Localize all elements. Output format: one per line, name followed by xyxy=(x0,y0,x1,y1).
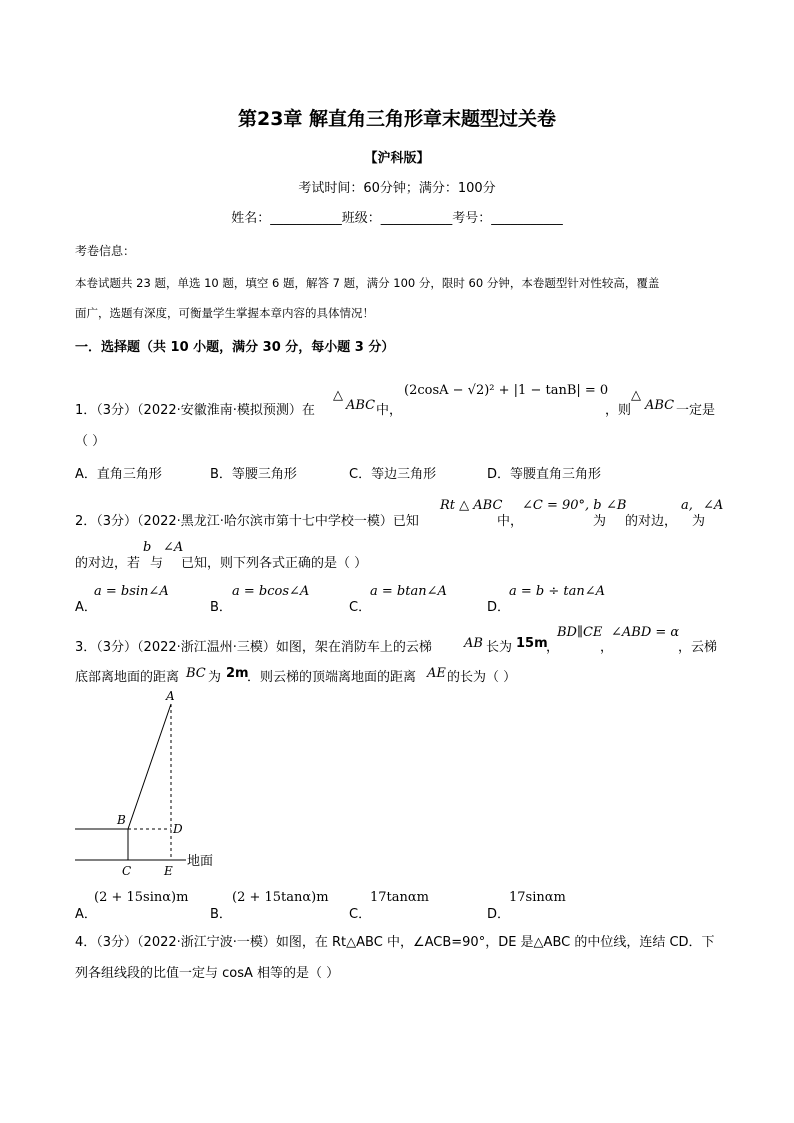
ladder-figure xyxy=(60,685,240,880)
q2-angle-a-2: ∠A xyxy=(163,540,184,555)
q2-line2a: 的对边，若 xyxy=(75,556,141,571)
q1-blank: （ ） xyxy=(75,434,106,449)
q3-line2: 底部离地面的距离 xyxy=(75,670,180,685)
q2-option-d-label: D． xyxy=(487,600,511,615)
label-c: C xyxy=(122,864,132,878)
label-ground: 地面 xyxy=(187,854,214,869)
label-d: D xyxy=(173,822,183,836)
q3-ae: AE xyxy=(427,666,446,681)
q1-formula: (2cosA − √2)² + |1 − tanB| = 0 xyxy=(404,383,609,398)
edition-label: 【沪科版】 xyxy=(364,151,430,166)
info-line-2: 面广，选题有深度，可衡量学生掌握本章内容的具体情况！ xyxy=(75,306,374,320)
q2-cond: ∠C = 90°, b xyxy=(522,498,602,513)
ladder-line xyxy=(128,704,171,829)
q2-option-c-formula: a = btan∠A xyxy=(370,584,447,599)
q3-wei: 为 xyxy=(208,670,222,685)
q3-prefix: 3．（3分）（2022·浙江温州·三模）如图，架在消防车上的云梯 xyxy=(75,640,432,655)
q2-angle-b: ∠B xyxy=(606,498,627,513)
q3-option-b-label: B． xyxy=(210,907,232,922)
q3-len: 长为 xyxy=(486,640,513,655)
q2-duibian: 的对边， xyxy=(625,514,678,529)
q1-suffix: 一定是 xyxy=(676,403,716,418)
q2-option-b-label: B． xyxy=(210,600,232,615)
q2-yu: 与 xyxy=(150,556,164,571)
q2-rt: Rt △ ABC xyxy=(440,498,503,513)
q3-comma: ， xyxy=(546,640,560,655)
q3-option-c-label: C． xyxy=(349,907,372,922)
q1-option-d: D．等腰直角三角形 xyxy=(487,467,602,482)
q1-zhong: 中， xyxy=(376,403,403,418)
q1-option-b: B．等腰三角形 xyxy=(210,467,297,482)
q3-bc: BC xyxy=(186,666,206,681)
q3-line2c: 的长为（ ） xyxy=(447,670,517,685)
q1-option-a: A．直角三角形 xyxy=(75,467,162,482)
q2-a: a, xyxy=(681,498,693,513)
q2-option-d-formula: a = b ÷ tan∠A xyxy=(509,584,606,599)
q2-prefix: 2．（3分）（2022·黑龙江·哈尔滨市第十七中学校一模）已知 xyxy=(75,514,419,529)
q2-wei: 为 xyxy=(593,514,607,529)
q3-option-a-label: A． xyxy=(75,907,97,922)
q2-option-a-formula: a = bsin∠A xyxy=(94,584,169,599)
q1-abc: ABC xyxy=(346,398,376,413)
q2-b: b xyxy=(143,540,152,555)
q1-prefix: 1．（3分）（2022·安徽淮南·模拟预测）在 xyxy=(75,403,315,418)
q3-option-d-formula: 17sinαm xyxy=(509,890,566,905)
q3-option-a-formula: (2 + 15sinα)m xyxy=(94,890,189,905)
q1-abc-2: ABC xyxy=(645,398,675,413)
q3-tail: ，云梯 xyxy=(678,640,718,655)
q3-cond-2: ∠ABD = α xyxy=(611,625,680,640)
q4-line-2: 列各组线段的比值一定与 cosA 相等的是（ ） xyxy=(75,966,340,981)
triangle-symbol: △ xyxy=(333,388,343,403)
triangle-symbol-2: △ xyxy=(631,388,641,403)
q2-option-a-label: A． xyxy=(75,600,97,615)
q2-option-b-formula: a = bcos∠A xyxy=(232,584,310,599)
info-heading: 考卷信息： xyxy=(75,244,136,258)
q3-line2b: ．则云梯的顶端离地面的距离 xyxy=(247,670,417,685)
q3-option-b-formula: (2 + 15tanα)m xyxy=(232,890,329,905)
label-e: E xyxy=(164,864,173,878)
q2-zhong: 中， xyxy=(497,514,524,529)
q1-mid: ，则 xyxy=(605,403,632,418)
label-b: B xyxy=(117,813,126,827)
info-line-1: 本卷试题共 23 题，单选 10 题，填空 6 题，解答 7 题，满分 100 分，限时 60 分钟，本卷题型针对性较高，覆盖 xyxy=(75,276,660,290)
page-title: 第23章 解直角三角形章末题型过关卷 xyxy=(237,108,557,130)
q2-option-c-label: C． xyxy=(349,600,372,615)
q4-line-1: 4．（3分）（2022·浙江宁波·一模）如图，在 Rt△ABC 中，∠ACB=90°，DE 是△ABC 的中位线，连结 CD．下 xyxy=(75,935,715,950)
q2-wei-2: 为 xyxy=(692,514,706,529)
label-a: A xyxy=(166,689,175,703)
section-heading: 一．选择题（共 10 小题，满分 30 分，每小题 3 分） xyxy=(75,340,395,355)
q3-option-c-formula: 17tanαm xyxy=(370,890,429,905)
q3-ab: AB xyxy=(464,636,483,651)
q3-cond-1: BD∥CE xyxy=(557,625,603,640)
exam-info: 考试时间：60分钟；满分：100分 xyxy=(298,181,496,196)
name-line: 姓名：___________班级：___________考号：___________ xyxy=(231,211,563,226)
q3-val-2: 2m xyxy=(226,666,249,681)
q3-option-d-label: D． xyxy=(487,907,511,922)
q2-angle-a: ∠A xyxy=(703,498,724,513)
q3-val-15: 15m xyxy=(516,636,548,651)
q3-comma-2: ， xyxy=(600,640,614,655)
q2-line2b: 已知，则下列各式正确的是（ ） xyxy=(181,556,368,571)
q1-option-c: C．等边三角形 xyxy=(349,467,437,482)
